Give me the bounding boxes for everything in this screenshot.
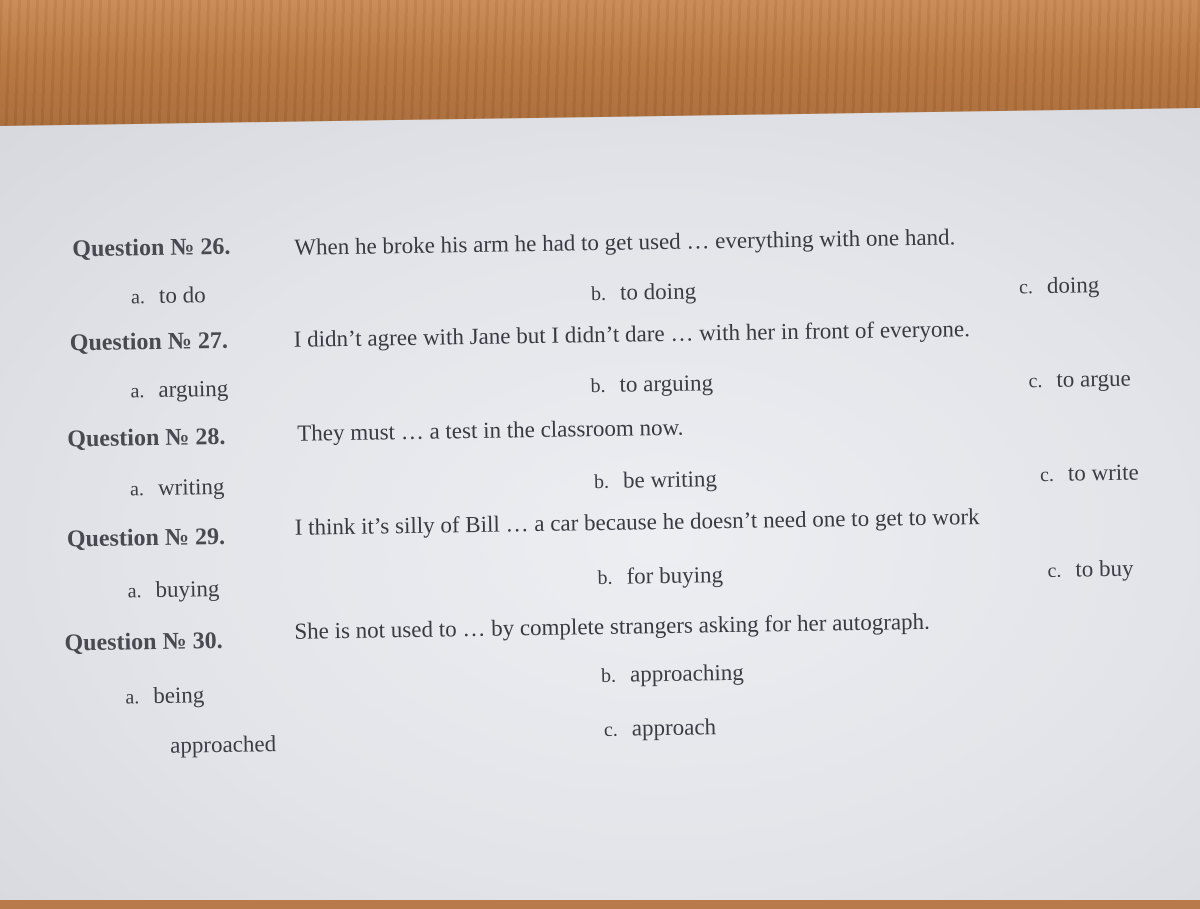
option-letter: c. bbox=[1047, 559, 1062, 582]
option-text: approach bbox=[631, 714, 717, 741]
question-28-option-c bbox=[1040, 460, 1139, 488]
question-27-option-a bbox=[130, 376, 228, 404]
question-27-text: I didn’t agree with Jane but I didn’t dare … with her in front of everyone. bbox=[293, 316, 971, 352]
question-27-label: Question № 27. bbox=[69, 327, 229, 357]
option-letter: b. bbox=[600, 664, 617, 688]
question-26-option-c bbox=[1019, 272, 1100, 299]
option-letter: a. bbox=[129, 478, 145, 501]
option-text: to argue bbox=[1056, 365, 1131, 392]
option-text: for buying bbox=[626, 562, 724, 589]
question-27-option-c bbox=[1028, 366, 1131, 394]
question-28-option-a bbox=[130, 474, 225, 501]
option-text: be writing bbox=[622, 466, 718, 493]
option-letter: a. bbox=[127, 580, 142, 603]
option-text: to buy bbox=[1075, 555, 1134, 582]
option-letter: a. bbox=[130, 286, 146, 309]
question-29-label: Question № 29. bbox=[66, 523, 226, 553]
option-letter: b. bbox=[597, 566, 613, 590]
option-text: doing bbox=[1046, 272, 1100, 298]
option-text: writing bbox=[157, 473, 225, 500]
question-30-label: Question № 30. bbox=[64, 627, 223, 657]
question-28-label: Question № 28. bbox=[67, 423, 226, 453]
question-26-text: When he broke his arm he had to get used … everything with one hand. bbox=[294, 224, 956, 260]
option-text: to do bbox=[158, 282, 206, 308]
option-text: approaching bbox=[629, 659, 744, 687]
option-text: arguing bbox=[158, 375, 229, 402]
question-26-option-a bbox=[131, 282, 206, 309]
option-letter: b. bbox=[590, 374, 606, 398]
option-letter: a. bbox=[130, 380, 145, 403]
question-28-option-b bbox=[594, 466, 717, 494]
option-letter: b. bbox=[593, 470, 610, 494]
option-text: buying bbox=[155, 575, 220, 602]
option-text: to write bbox=[1067, 459, 1139, 486]
question-30-text: She is not used to … by complete strangers asking for her autograph. bbox=[294, 608, 931, 644]
question-29-option-b bbox=[597, 562, 723, 590]
question-28-text: They must … a test in the classroom now. bbox=[297, 414, 684, 446]
option-text: being bbox=[153, 682, 205, 709]
option-letter: c. bbox=[1039, 463, 1055, 487]
option-text: to doing bbox=[619, 278, 697, 305]
question-29-text: I think it’s silly of Bill … a car because he doesn’t need one to get to work bbox=[294, 504, 980, 540]
option-letter: c. bbox=[1028, 370, 1043, 393]
question-30-option-a-continuation: approached bbox=[169, 731, 277, 758]
question-26-option-b bbox=[591, 278, 696, 306]
question-26-label: Question № 26. bbox=[72, 233, 231, 263]
option-letter: b. bbox=[590, 282, 607, 306]
question-30-option-a bbox=[125, 682, 204, 709]
option-letter: c. bbox=[1018, 276, 1034, 299]
option-letter: c. bbox=[603, 718, 618, 741]
question-29-option-a bbox=[127, 576, 219, 603]
question-29-option-c bbox=[1047, 556, 1133, 583]
question-30-option-c bbox=[604, 714, 717, 742]
question-27-option-b bbox=[590, 370, 713, 398]
question-30-option-b bbox=[601, 660, 744, 688]
option-letter: a. bbox=[125, 686, 140, 709]
option-text: to arguing bbox=[619, 370, 714, 397]
